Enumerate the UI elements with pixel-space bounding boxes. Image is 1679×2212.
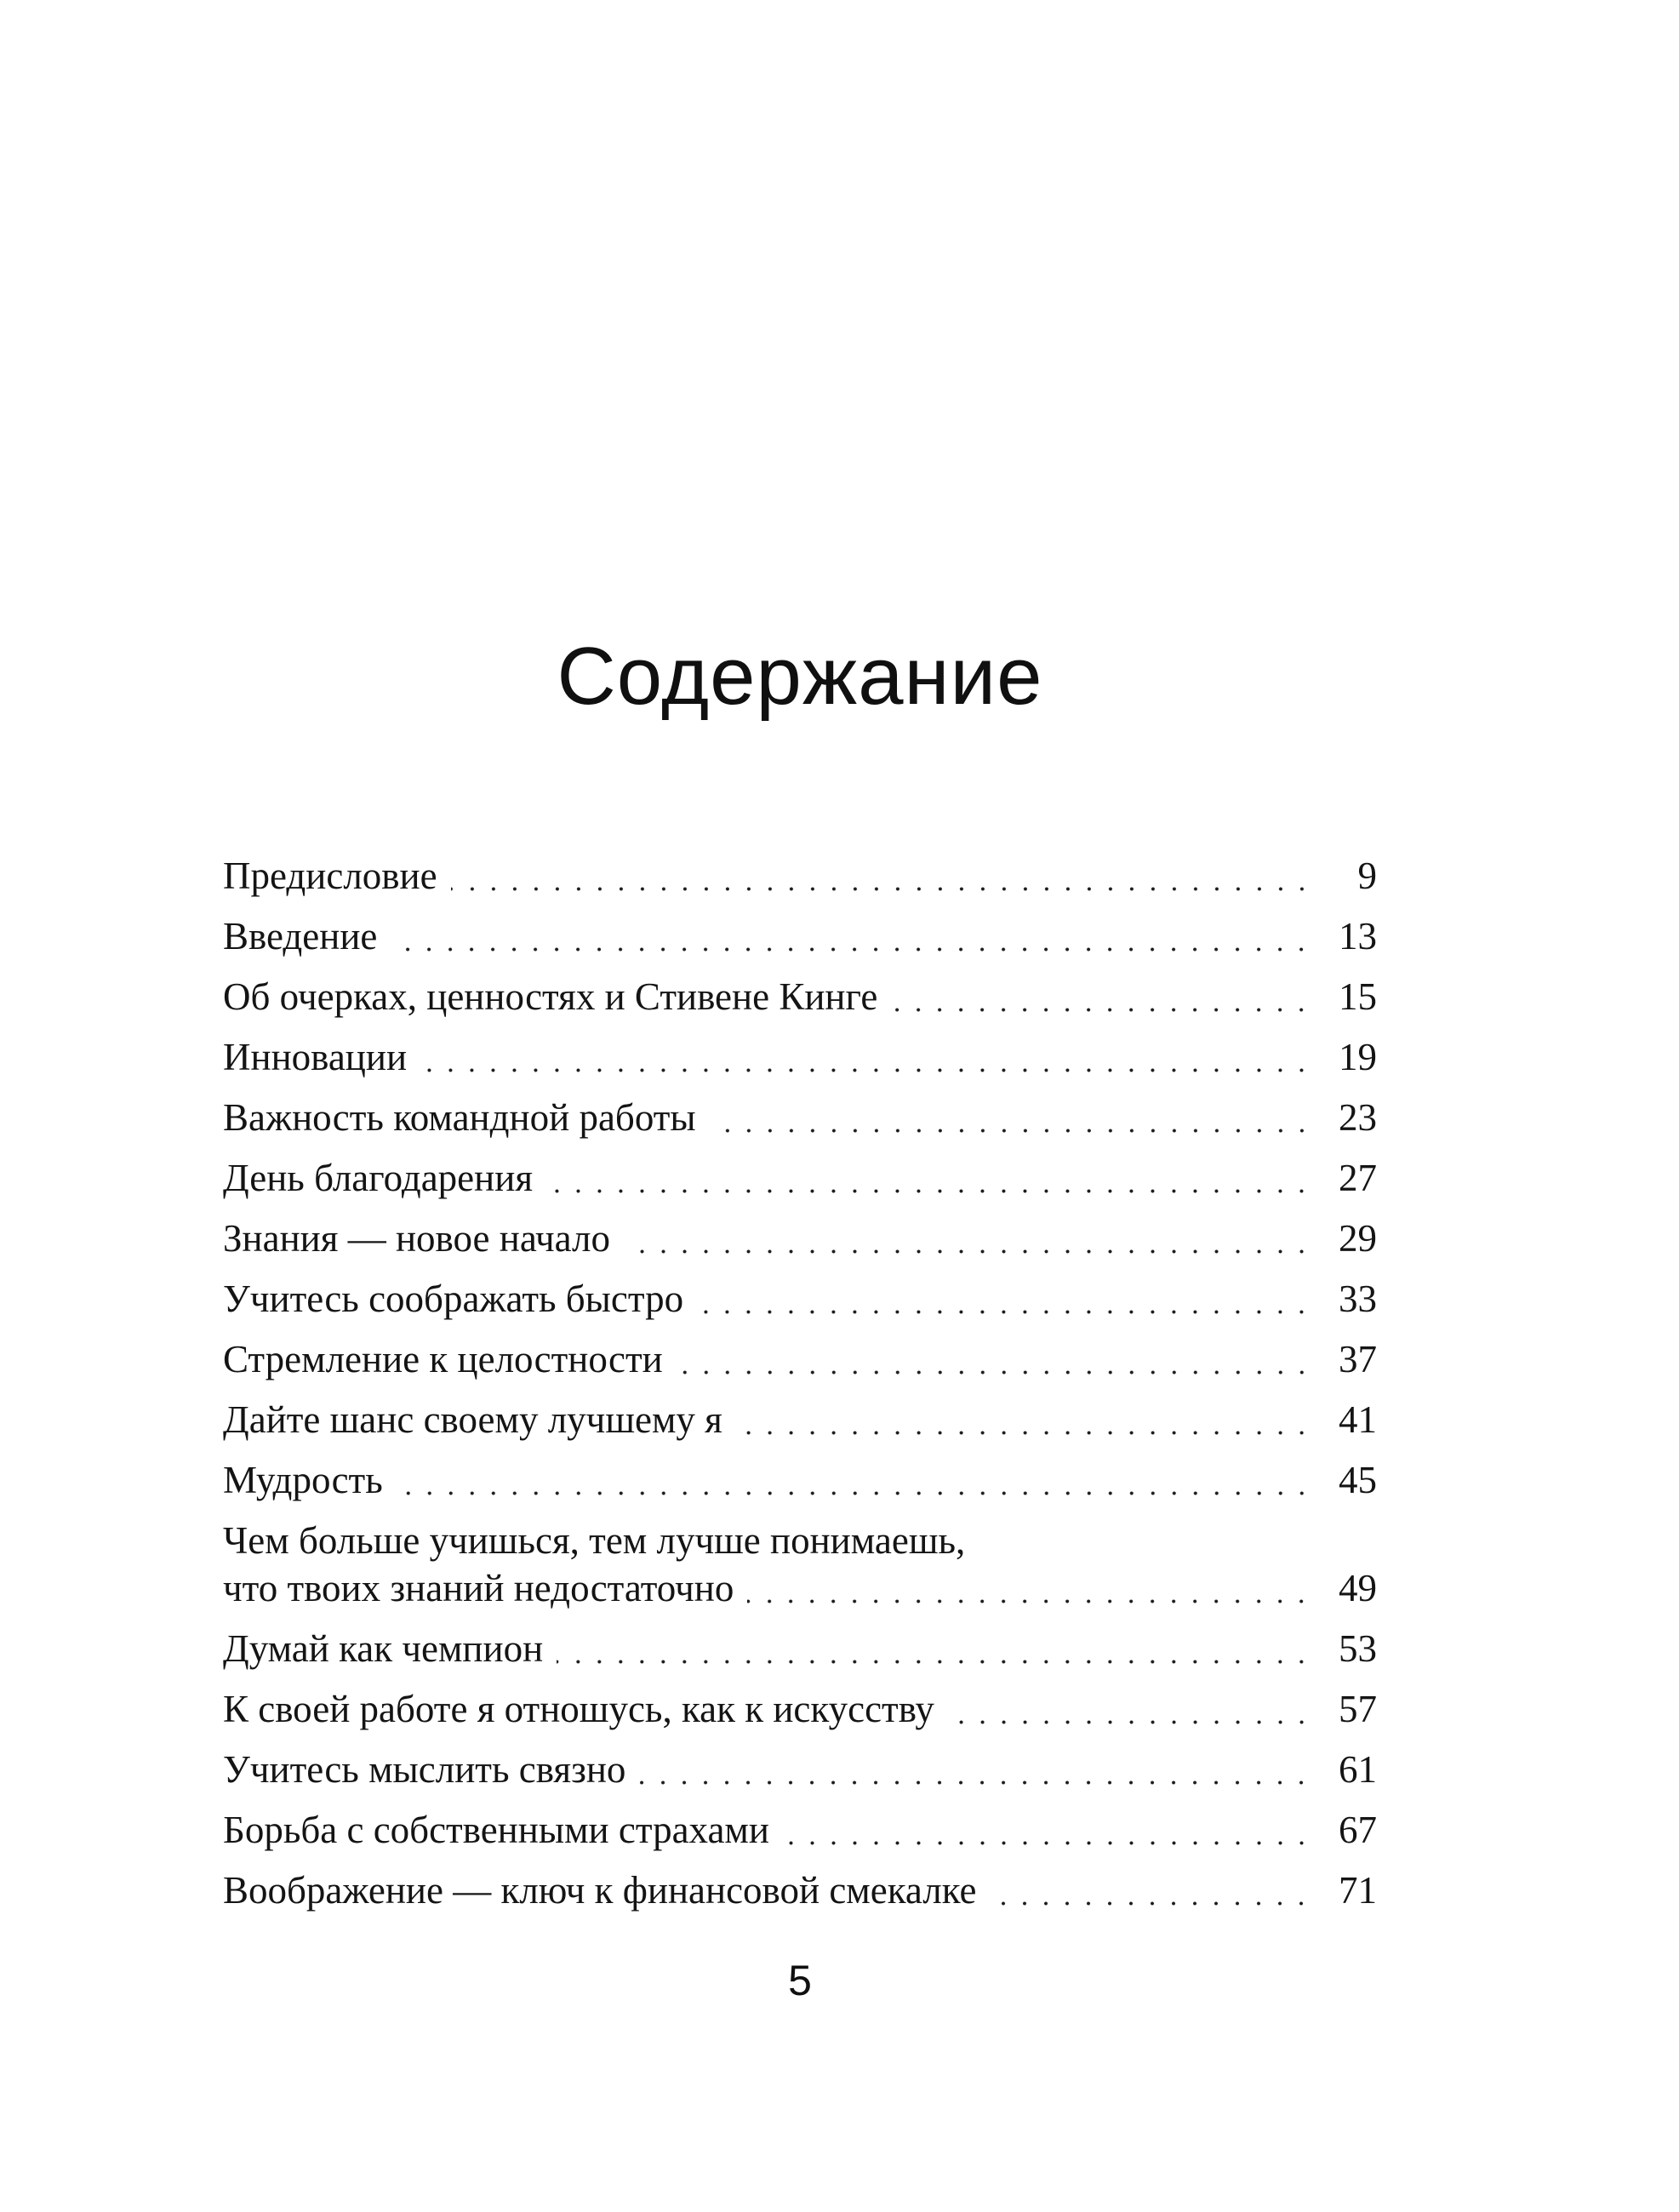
toc-entry-title: Знания — новое начало (223, 1217, 610, 1260)
dot-leader (557, 1625, 1312, 1672)
dot-leader (710, 1094, 1312, 1141)
toc-entry (223, 1033, 1377, 1081)
toc-entry (223, 1275, 1377, 1323)
toc-entry-page-number: 19 (1339, 1036, 1377, 1078)
dot-leader (736, 1396, 1312, 1443)
toc-entry (223, 1335, 1377, 1383)
toc-entry-title: Предисловие (223, 855, 437, 897)
toc-entry-page-number: 37 (1339, 1338, 1377, 1380)
toc-entry-page-number: 33 (1339, 1277, 1377, 1320)
toc-entry (223, 1396, 1377, 1443)
toc-entry-page-number: 45 (1339, 1459, 1377, 1501)
toc-entry-page-number: 41 (1339, 1398, 1377, 1441)
dot-leader (397, 1456, 1312, 1504)
toc-entry-title: Чем больше учишься, тем лучше понимаешь, (223, 1519, 966, 1562)
dot-leader (891, 973, 1312, 1020)
toc-entry-page-number: 27 (1339, 1157, 1377, 1199)
folio-page-number: 5 (788, 1957, 812, 2004)
toc-entry-title: Об очерках, ценностях и Стивене Кинге (223, 975, 878, 1018)
toc-entry-title: Инновации (223, 1036, 408, 1078)
toc-entry (223, 912, 1377, 960)
toc-entry-page-number: 57 (1339, 1688, 1377, 1730)
toc-entry-title: Введение (223, 915, 378, 957)
dot-leader (948, 1685, 1312, 1733)
toc-entry (223, 1625, 1377, 1672)
toc-entry (223, 973, 1377, 1020)
toc-entry-page-number: 71 (1339, 1869, 1377, 1912)
dot-leader (990, 1866, 1312, 1914)
dot-leader (624, 1215, 1312, 1262)
toc-entry (223, 1746, 1377, 1793)
dot-leader (747, 1564, 1312, 1612)
toc-entry-title: Борьба с собственными страхами (223, 1809, 769, 1851)
toc-entry (223, 1456, 1377, 1504)
toc-entry-page-number: 13 (1339, 915, 1377, 957)
toc-entry-page-number: 49 (1339, 1567, 1377, 1609)
toc-entry-title: Воображение — ключ к финансовой смекалке (223, 1869, 977, 1912)
toc-entry-page-number: 61 (1339, 1748, 1377, 1791)
toc-entry (223, 1215, 1377, 1262)
dot-leader (391, 912, 1312, 960)
toc-entry (223, 1154, 1377, 1202)
toc-entry-title: Дайте шанс своему лучшему я (223, 1398, 722, 1441)
toc-entry-title: Стремление к целостности (223, 1338, 663, 1380)
toc-entry-page-number: 15 (1339, 975, 1377, 1018)
dot-leader (697, 1275, 1312, 1323)
toc-entry (223, 1866, 1377, 1914)
toc-entry-title: Учитесь мыслить связно (223, 1748, 626, 1791)
toc-list (223, 852, 1377, 1914)
toc-entry-title: День благодарения (223, 1157, 534, 1199)
toc-entry (223, 1094, 1377, 1141)
toc-entry-page-number: 67 (1339, 1809, 1377, 1851)
dot-leader (783, 1806, 1312, 1854)
page-title: Содержание (557, 631, 1043, 722)
toc-entry-title: Важность командной работы (223, 1096, 696, 1139)
toc-entry (223, 1806, 1377, 1854)
toc-entry-title: Думай как чемпион (223, 1627, 544, 1670)
dot-leader (677, 1335, 1312, 1383)
toc-entry-title: Мудрость (223, 1459, 383, 1501)
toc-entry-page-number: 9 (1357, 855, 1377, 897)
dot-leader (639, 1746, 1312, 1793)
toc-entry-page-number: 29 (1339, 1217, 1377, 1260)
toc-entry-title: Учитесь соображать быстро (223, 1277, 684, 1320)
toc-entry-title: что твоих знаний недостаточно (223, 1567, 734, 1609)
dot-leader (451, 852, 1312, 900)
dot-leader (420, 1033, 1312, 1081)
dot-leader (546, 1154, 1312, 1202)
toc-entry (223, 852, 1377, 900)
toc-entry-page-number: 53 (1339, 1627, 1377, 1670)
toc-entry (223, 1517, 1377, 1612)
toc-entry-title: К своей работе я отношусь, как к искусству (223, 1688, 934, 1730)
toc-entry-page-number: 23 (1339, 1096, 1377, 1139)
toc-entry (223, 1685, 1377, 1733)
book-page-content (223, 631, 1377, 1927)
